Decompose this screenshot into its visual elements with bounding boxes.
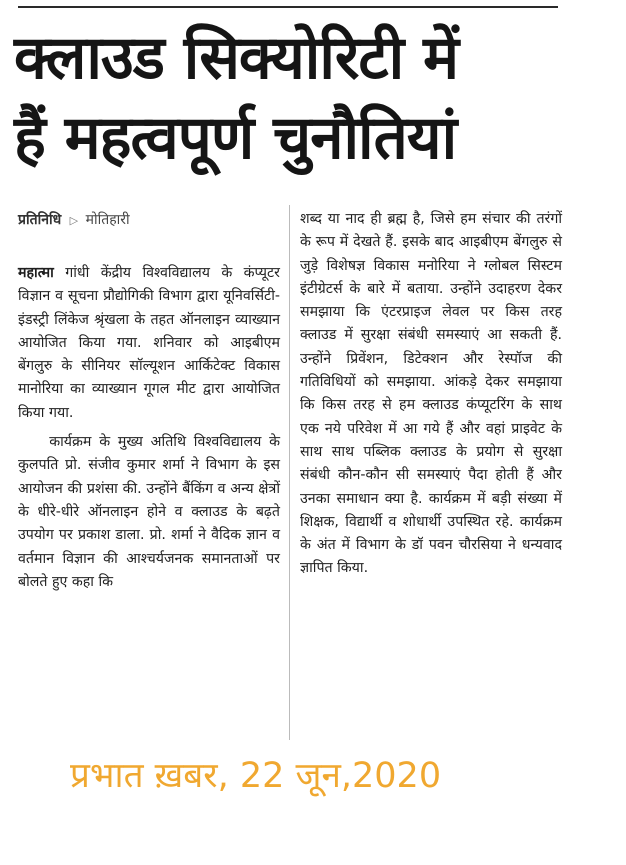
lead-word: महात्मा bbox=[18, 265, 54, 281]
article-column-right bbox=[300, 208, 562, 581]
headline-line-2: हैं महत्वपूर्ण चुनौतियां bbox=[14, 103, 457, 173]
paragraph-3: शब्द या नाद ही ब्रह्म है, जिसे हम संचार की तरंगों के रूप में देखते हैं. इसके बाद आइबीएम बेंगलुरु से जुड़े विशेषज्ञ विकास मनोरिया ने ग्लोबल सिस्टम इंटीग्रेटर्स के बारे में बताया. उन्होंने उदाहरण देकर समझाया कि एंटरप्राइज लेवल पर किस तरह क्लाउड में सुरक्षा संबंधी समस्याएं आ सकती हैं. उन्होंने प्रिवेंशन, डिटेक्शन और रेस्पॉज की गतिविधियों को समझाया. आंकड़े देकर समझाया कि किस तरह से हम क्लाउड कंप्यूटरिंग के साथ एक नये परिवेश में आ गये हैं और वहां प्राइवेट के साथ साथ पब्लिक क्लाउड के प्रयोग से सुरक्षा संबंधी कौन-कौन सी समस्याएं पैदा होती हैं और उनका समाधान क्या है. कार्यक्रम में बड़ी संख्या में शिक्षक, विद्यार्थी व शोधार्थी उपस्थित रहे. कार्यक्रम के अंत में विभाग के डॉ पवन चौरसिया ने धन्यवाद ज्ञापित किया. bbox=[300, 211, 562, 577]
article-column-left bbox=[18, 262, 280, 594]
reporter-name: प्रतिनिधि bbox=[18, 212, 62, 228]
paragraph-2: कार्यक्रम के मुख्य अतिथि विश्वविद्यालय के कुलपति प्रो. संजीव कुमार शर्मा ने विभाग के इस आयोजन की प्रशंसा की. उन्होंने बैंकिंग व अन्य क्षेत्रों के धीरे-धीरे ऑनलाइन होने व क्लाउड के बढ़ते उपयोग पर प्रकाश डाला. प्रो. शर्मा ने वैदिक ज्ञान व वर्तमान विज्ञान की आश्चर्यजनक समानताओं पर बोलते हुए कहा कि bbox=[18, 434, 280, 590]
headline-line-1: क्लाउड सिक्योरिटी में bbox=[14, 23, 458, 93]
paragraph-1 bbox=[18, 262, 280, 425]
dateline-location: मोतिहारी bbox=[85, 212, 130, 228]
column-divider bbox=[289, 205, 290, 740]
play-triangle-icon: ▷ bbox=[69, 214, 79, 227]
top-rule bbox=[18, 6, 558, 8]
paragraph-1-text: गांधी केंद्रीय विश्वविद्यालय के कंप्यूटर विज्ञान व सूचना प्रौद्योगिकी विभाग द्वारा यूनिवर्सिटी-इंडस्ट्री लिंकेज श्रृंखला के तहत ऑनलाइन व्याख्यान आयोजित किया गया. शनिवार को आइबीएम बेंगलुरु के सीनियर सॉल्यूशन आर्किटेक्ट विकास मानोरिया का व्याख्यान गूगल मीट द्वारा आयोजित किया गया. bbox=[18, 265, 280, 421]
byline bbox=[18, 210, 130, 231]
headline bbox=[14, 18, 574, 178]
source-caption: प्रभात ख़बर, 22 जून,2020 bbox=[70, 756, 442, 796]
